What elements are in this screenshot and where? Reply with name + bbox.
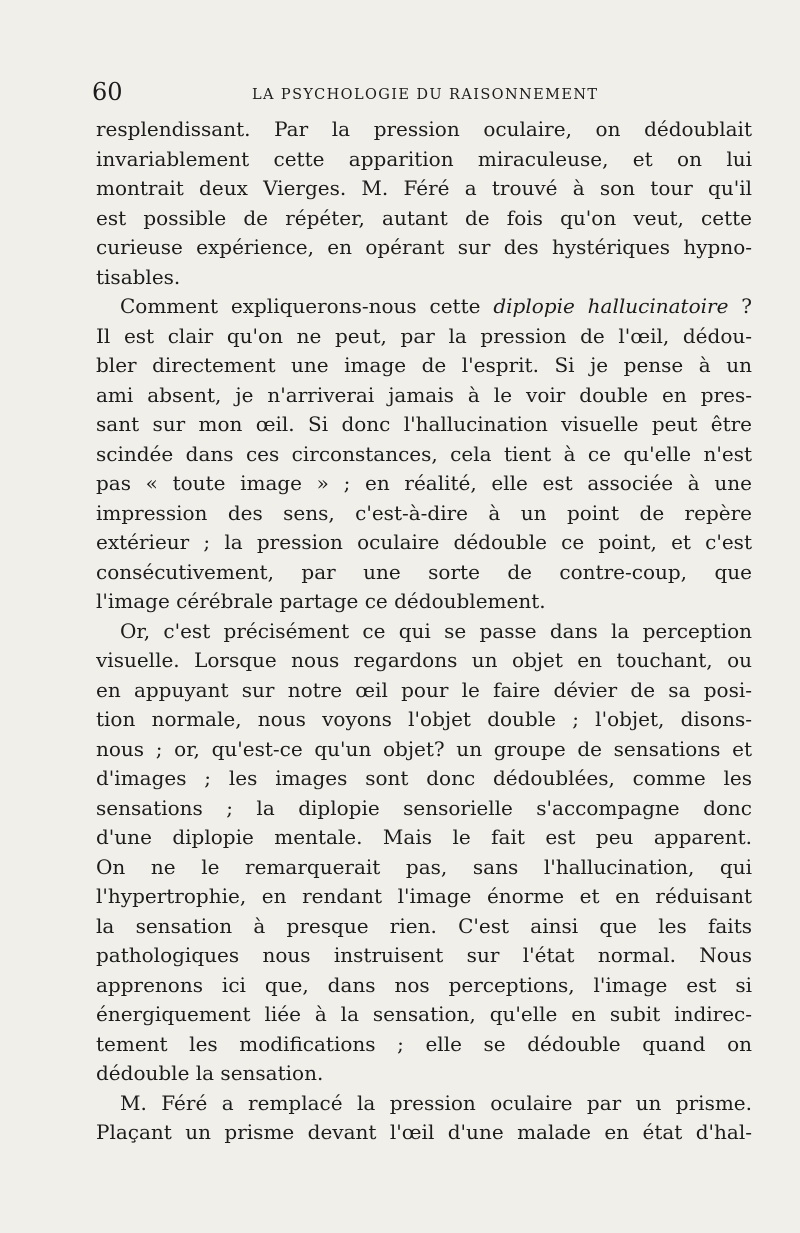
text-line: en appuyant sur notre œil pour le faire dévier de sa posi-: [96, 677, 752, 702]
text-line: l'image cérébrale partage ce dédoublement.: [96, 589, 546, 613]
page-number: 60: [92, 78, 123, 106]
text-line: tisables.: [96, 264, 181, 289]
text-line: resplendissant. Par la pression oculaire, on dédoublait: [96, 117, 752, 141]
text-line: sensations ; la diplopie sensorielle s'accompagne donc: [96, 795, 752, 820]
text-line: l'hypertrophie, en rendant l'image énorme et en réduisant: [96, 884, 752, 908]
text-line: Comment expliquerons-nous cette diplopie hallucinatoire ?: [120, 294, 752, 318]
text-line: montrait deux Vierges. M. Féré a trouvé à son tour qu'il: [96, 176, 752, 200]
text-line: curieuse expérience, en opérant sur des hystériques hypno-: [96, 235, 752, 259]
text-line: Plaçant un prisme devant l'œil d'une malade en état d'hal-: [96, 1120, 752, 1144]
text-line: pathologiques nous instruisent sur l'état normal. Nous: [96, 943, 752, 967]
text-line: visuelle. Lorsque nous regardons un objet en touchant, ou: [96, 648, 752, 672]
text-line: énergiquement liée à la sensation, qu'elle en subit indirec-: [96, 1002, 752, 1026]
running-head: [92, 78, 762, 108]
text-line: d'images ; les images sont donc dédoublées, comme les: [96, 766, 752, 790]
body-text: [96, 115, 752, 1148]
text-line: est possible de répéter, autant de fois qu'on veut, cette: [96, 205, 752, 230]
text-line: M. Féré a remplacé la pression oculaire par un prisme.: [120, 1090, 752, 1115]
text-line: ami absent, je n'arriverai jamais à le voir double en pres-: [96, 382, 752, 407]
text-line: apprenons ici que, dans nos perceptions, l'image est si: [96, 972, 752, 997]
text-line: Or, c'est précisément ce qui se passe dans la perception: [120, 618, 752, 643]
text-line: la sensation à presque rien. C'est ainsi que les faits: [96, 913, 752, 938]
text-line: sant sur mon œil. Si donc l'hallucination visuelle peut être: [96, 412, 752, 436]
text-line: d'une diplopie mentale. Mais le fait est peu apparent.: [96, 825, 752, 849]
italic-term: diplopie hallucinatoire: [493, 294, 729, 318]
text-line: tion normale, nous voyons l'objet double ; l'objet, disons-: [96, 707, 752, 731]
running-title: LA PSYCHOLOGIE DU RAISONNEMENT: [252, 87, 599, 103]
text-line: impression des sens, c'est-à-dire à un point de repère: [96, 500, 752, 525]
text-line: dédouble la sensation.: [96, 1061, 324, 1085]
text-line: invariablement cette apparition miraculeuse, et on lui: [96, 146, 752, 171]
text-line: nous ; or, qu'est-ce qu'un objet? un groupe de sensations et: [96, 736, 752, 761]
text-line: bler directement une image de l'esprit. Si je pense à un: [96, 353, 752, 377]
text-line: On ne le remarquerait pas, sans l'hallucination, qui: [96, 854, 752, 879]
text-line: scindée dans ces circonstances, cela tient à ce qu'elle n'est: [96, 441, 752, 466]
text-line: consécutivement, par une sorte de contre-coup, que: [96, 559, 752, 584]
text-line: Il est clair qu'on ne peut, par la pression de l'œil, dédou-: [96, 323, 752, 348]
text-line: tement les modifications ; elle se dédouble quand on: [96, 1031, 752, 1056]
text-line: extérieur ; la pression oculaire dédouble ce point, et c'est: [96, 530, 752, 554]
text-line: pas « toute image » ; en réalité, elle est associée à une: [96, 471, 752, 495]
